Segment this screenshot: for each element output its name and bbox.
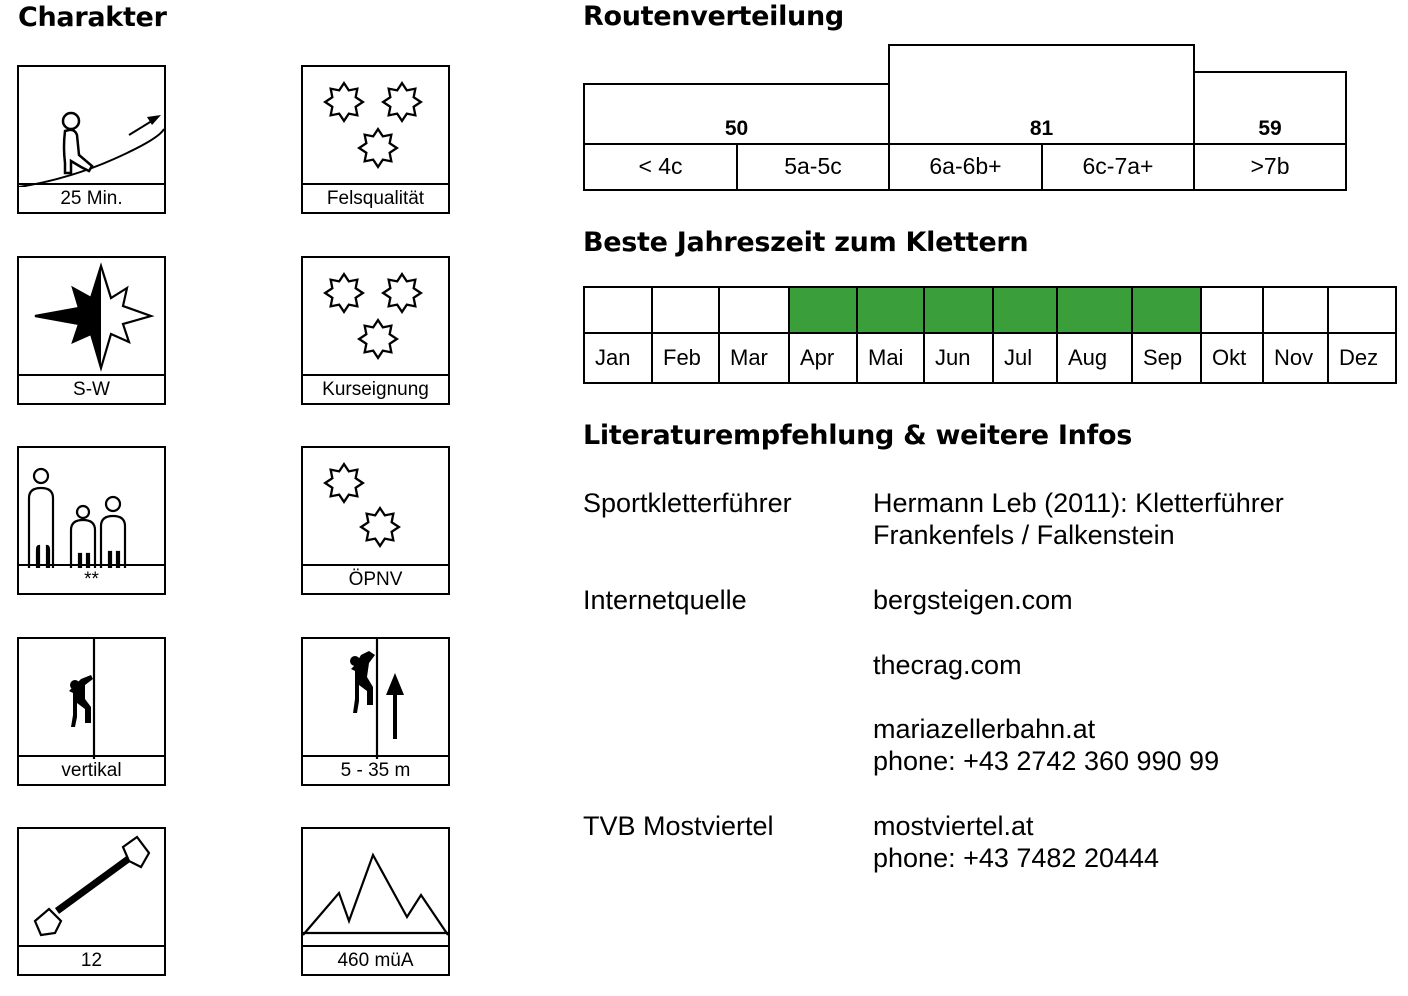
season-indicator bbox=[718, 286, 790, 334]
rock-quality-stars-icon bbox=[303, 67, 448, 187]
sport-guide-label: Sportkletterführer bbox=[583, 488, 792, 518]
altitude-caption: 460 müA bbox=[303, 945, 448, 974]
season-indicator bbox=[923, 286, 994, 334]
month-label: Jul bbox=[992, 332, 1058, 384]
link-mariazellerbahn[interactable]: mariazellerbahn.at bbox=[873, 714, 1096, 744]
month-label: Mai bbox=[856, 332, 925, 384]
month-label: Sep bbox=[1131, 332, 1202, 384]
season-table bbox=[583, 286, 1386, 384]
vertical-wall-climber-icon bbox=[19, 639, 164, 759]
month-label: Feb bbox=[651, 332, 720, 384]
grade-label: 6c-7a+ bbox=[1041, 143, 1195, 191]
month-label: Dez bbox=[1327, 332, 1397, 384]
bar-group-mid bbox=[888, 44, 1195, 145]
jahreszeit-heading: Beste Jahreszeit zum Klettern bbox=[583, 227, 1029, 258]
altitude-box bbox=[301, 827, 450, 976]
grade-label: >7b bbox=[1193, 143, 1347, 191]
bar-value-low: 50 bbox=[724, 117, 749, 140]
phone-mostviertel: phone: +43 7482 20444 bbox=[873, 843, 1160, 873]
charakter-heading: Charakter bbox=[18, 2, 167, 33]
season-indicator bbox=[1056, 286, 1133, 334]
month-label: Nov bbox=[1262, 332, 1329, 384]
internet-source-label: Internetquelle bbox=[583, 585, 747, 615]
tvb-label: TVB Mostviertel bbox=[583, 811, 774, 841]
public-transport-caption: ÖPNV bbox=[303, 564, 448, 593]
wall-angle-box bbox=[17, 637, 166, 786]
wall-angle-caption: vertikal bbox=[19, 755, 164, 784]
season-indicator bbox=[1327, 286, 1397, 334]
public-transport-box bbox=[301, 446, 450, 595]
season-indicator bbox=[992, 286, 1058, 334]
routenverteilung-heading: Routenverteilung bbox=[583, 1, 844, 32]
quickdraw-icon bbox=[19, 829, 164, 949]
quickdraws-caption: 12 bbox=[19, 945, 164, 974]
family-box bbox=[17, 446, 166, 595]
quickdraws-box bbox=[17, 827, 166, 976]
month-label: Mar bbox=[718, 332, 790, 384]
route-length-caption: 5 - 35 m bbox=[303, 755, 448, 784]
season-indicator bbox=[1131, 286, 1202, 334]
season-indicator bbox=[1262, 286, 1329, 334]
sport-guide-line-1: Hermann Leb (2011): Kletterführer bbox=[873, 488, 1284, 518]
season-indicator bbox=[583, 286, 653, 334]
grade-label: 5a-5c bbox=[736, 143, 890, 191]
month-label: Okt bbox=[1200, 332, 1264, 384]
season-indicator bbox=[1200, 286, 1264, 334]
link-bergsteigen[interactable]: bergsteigen.com bbox=[873, 585, 1073, 615]
orientation-box bbox=[17, 256, 166, 405]
season-indicator bbox=[788, 286, 858, 334]
mountain-altitude-icon bbox=[303, 829, 448, 949]
link-mostviertel[interactable]: mostviertel.at bbox=[873, 811, 1034, 841]
public-transport-stars-icon bbox=[303, 448, 448, 568]
course-suitability-caption: Kurseignung bbox=[303, 374, 448, 403]
bar-value-high: 59 bbox=[1258, 117, 1282, 140]
orientation-caption: S-W bbox=[19, 374, 164, 403]
month-label: Apr bbox=[788, 332, 858, 384]
grade-label: 6a-6b+ bbox=[888, 143, 1043, 191]
bar-group-high bbox=[1193, 71, 1347, 145]
route-length-climber-icon bbox=[303, 639, 448, 759]
course-suitability-box bbox=[301, 256, 450, 405]
phone-mariazellerbahn: phone: +43 2742 360 990 99 bbox=[873, 746, 1220, 776]
month-label: Jan bbox=[583, 332, 653, 384]
season-indicator bbox=[651, 286, 720, 334]
bar-value-mid: 81 bbox=[1029, 117, 1054, 140]
rock-quality-caption: Felsqualität bbox=[303, 183, 448, 212]
link-thecrag[interactable]: thecrag.com bbox=[873, 650, 1022, 680]
compass-orientation-icon bbox=[19, 258, 164, 378]
route-distribution-chart bbox=[583, 44, 1347, 191]
month-label: Aug bbox=[1056, 332, 1133, 384]
family-caption: ** bbox=[19, 564, 164, 593]
approach-hiker-icon bbox=[19, 67, 164, 187]
family-icon bbox=[19, 448, 164, 568]
literatur-heading: Literaturempfehlung & weitere Infos bbox=[583, 420, 1132, 451]
route-length-box bbox=[301, 637, 450, 786]
season-indicator bbox=[856, 286, 925, 334]
bar-group-low bbox=[583, 83, 890, 145]
grade-label: < 4c bbox=[583, 143, 738, 191]
rock-quality-box bbox=[301, 65, 450, 214]
approach-caption: 25 Min. bbox=[19, 183, 164, 212]
approach-icon-box bbox=[17, 65, 166, 214]
sport-guide-line-2: Frankenfels / Falkenstein bbox=[873, 520, 1175, 550]
month-label: Jun bbox=[923, 332, 994, 384]
course-suitability-stars-icon bbox=[303, 258, 448, 378]
